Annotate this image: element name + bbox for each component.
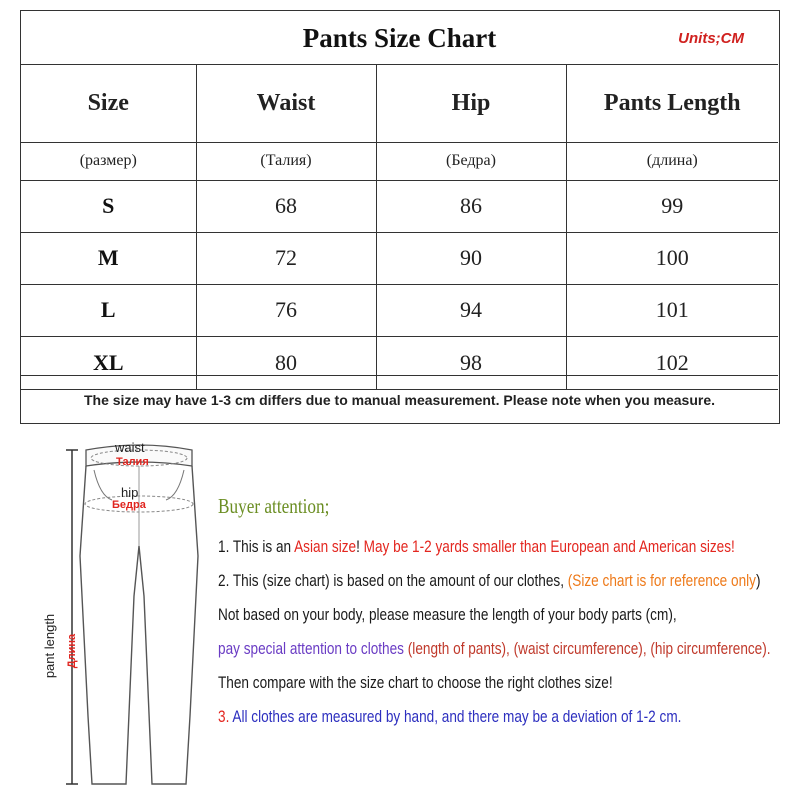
table-row — [21, 180, 778, 232]
line6-number: 3. — [218, 707, 233, 726]
chart-title: Pants Size Chart — [302, 23, 497, 53]
smaller-sizes-warning: May be 1-2 yards smaller than European and American sizes! — [363, 537, 735, 556]
length-cell: 102 — [566, 336, 778, 389]
line1-punct: ! — [356, 537, 364, 556]
table-row — [21, 232, 778, 284]
asian-size-text: Asian size — [294, 537, 357, 556]
size-table — [21, 65, 778, 390]
subheader-hip: (Бедра) — [376, 142, 566, 180]
size-chart — [20, 10, 780, 424]
waist-cell: 68 — [196, 180, 376, 232]
hip-cell: 94 — [376, 284, 566, 336]
attention-line-6 — [218, 700, 682, 734]
measurement-note: The size may have 1-3 cm differs due to manual measurement. Please note when you measure. — [21, 375, 778, 423]
hip-cell: 90 — [376, 232, 566, 284]
waist-cell: 80 — [196, 336, 376, 389]
pants-illustration — [40, 436, 210, 796]
hip-label: hip — [121, 485, 139, 500]
subheader-length: (длина) — [566, 142, 778, 180]
pant-length-label-ru: Длина — [66, 633, 78, 669]
size-cell: M — [21, 232, 196, 284]
pant-length-label: pant length — [42, 613, 57, 679]
header-hip: Hip — [376, 65, 566, 142]
table-row — [21, 284, 778, 336]
subheader-row — [21, 142, 778, 180]
header-waist: Waist — [196, 65, 376, 142]
line1-text: 1. This is an — [218, 537, 295, 556]
header-row — [21, 65, 778, 142]
attention-title: Buyer attention; — [218, 494, 330, 518]
measurement-parts-text: (length of pants), (waist circumference), (hip circumference). — [407, 639, 771, 658]
units-label: Units;CM — [678, 30, 744, 47]
size-cell: S — [21, 180, 196, 232]
line2-text: 2. This (size chart) is based on the amount of our clothes, — [218, 571, 568, 590]
line4-text: pay special attention to clothes — [218, 639, 408, 658]
waist-cell: 72 — [196, 232, 376, 284]
subheader-size: (размер) — [21, 142, 196, 180]
chart-title-row — [21, 11, 778, 65]
hand-measured-text: All clothes are measured by hand, and there may be a deviation of 1-2 cm. — [232, 707, 682, 726]
header-size: Size — [21, 65, 196, 142]
hip-cell: 86 — [376, 180, 566, 232]
attention-line-2 — [218, 564, 761, 598]
length-cell: 100 — [566, 232, 778, 284]
waist-label: waist — [115, 440, 145, 455]
size-cell: XL — [21, 336, 196, 389]
hip-label-ru: Бедра — [112, 499, 146, 511]
buyer-attention — [218, 494, 788, 734]
attention-line-3: Not based on your body, please measure the length of your body parts (cm), — [218, 605, 677, 624]
attention-line-1 — [218, 530, 735, 564]
size-cell: L — [21, 284, 196, 336]
hip-cell: 98 — [376, 336, 566, 389]
attention-line-4 — [218, 632, 771, 666]
waist-label-ru: Талия — [116, 456, 149, 468]
waist-cell: 76 — [196, 284, 376, 336]
subheader-waist: (Талия) — [196, 142, 376, 180]
reference-only-text: (Size chart is for reference only — [567, 571, 756, 590]
line2-punct: ) — [755, 571, 761, 590]
length-cell: 101 — [566, 284, 778, 336]
length-cell: 99 — [566, 180, 778, 232]
attention-line-5: Then compare with the size chart to choose the right clothes size! — [218, 673, 613, 692]
header-pants-length: Pants Length — [566, 65, 778, 142]
